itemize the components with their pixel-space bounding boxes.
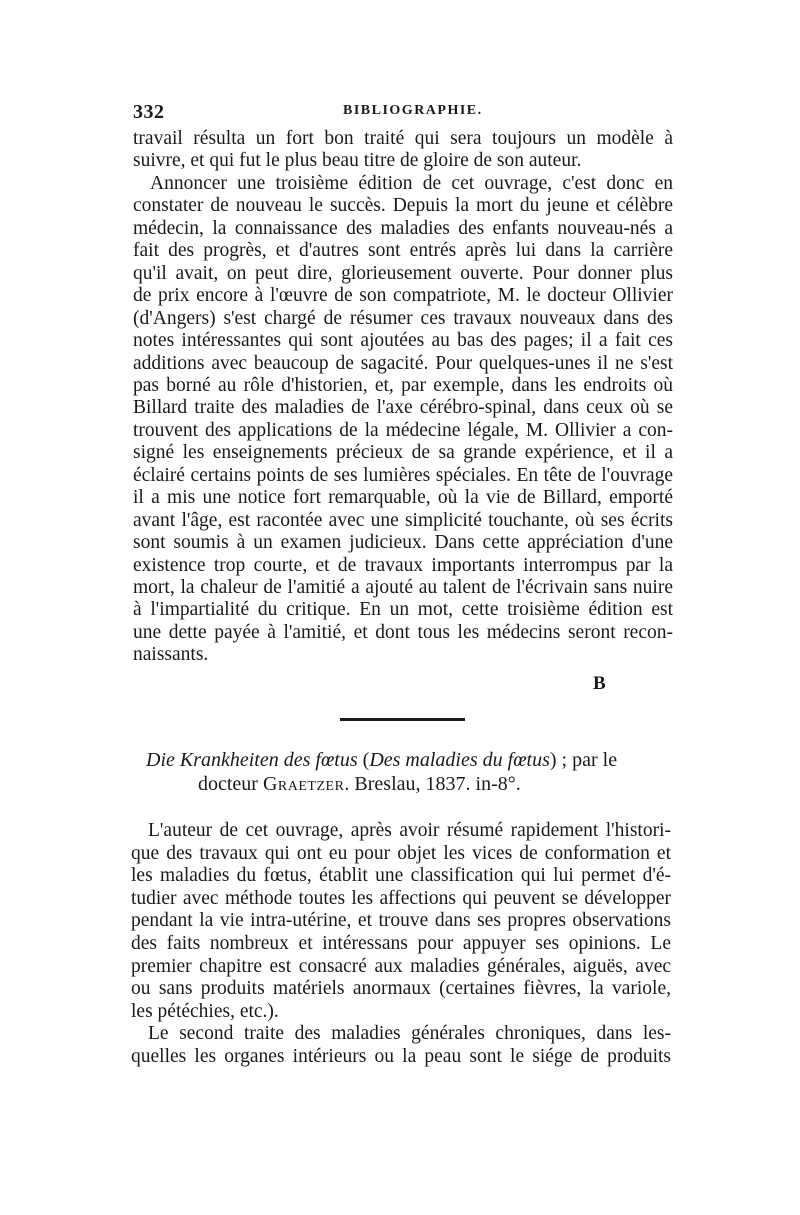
text-line: quelles les organes intérieurs ou la peau sont le siége de produits [131, 1046, 671, 1067]
text-line: travail résulta un fort bon traité qui sera toujours un modèle à [133, 128, 673, 149]
text-line: les pétéchies, etc.). [131, 1000, 279, 1022]
book-title-german: Die Krankheiten des fœtus [146, 749, 358, 771]
page-number: 332 [133, 101, 165, 123]
text-line: signé les enseignements précieux de sa grande expérience, et il a [133, 442, 673, 464]
text-line: L'auteur de cet ouvrage, après avoir résumé rapidement l'histori- [148, 820, 671, 841]
text-line: sont soumis à un examen judicieux. Dans cette appréciation d'une [133, 532, 673, 554]
text-line: (d'Angers) s'est chargé de résumer ces travaux nouveaux dans des [133, 307, 673, 329]
text-line: de prix encore à l'œuvre de son compatriote, M. le docteur Ollivier [133, 285, 673, 307]
text-line: médecin, la connaissance des maladies des enfants nouveau-nés a [133, 217, 673, 239]
book-title-by: ; par le [561, 749, 618, 771]
text-line: ou sans produits matériels anormaux (certaines fièvres, la variole, [131, 978, 671, 1000]
book-imprint: . Breslau, 1837. in-8°. [344, 773, 521, 795]
text-line: suivre, et qui fut le plus beau titre de gloire de son auteur. [133, 150, 582, 172]
text-line: additions avec beaucoup de sagacité. Pour quelques-unes il ne s'est [133, 352, 673, 374]
text-line: à l'impartialité du critique. En un mot, cette troisième édition est [133, 599, 673, 621]
text-line: Billard traite des maladies de l'axe cérébro-spinal, dans ceux où se [133, 397, 673, 419]
text-line: fait des progrès, et d'autres sont entrés après lui dans la carrière [133, 240, 673, 262]
book-author: Graetzer [262, 773, 345, 795]
review-signature: B [593, 673, 606, 694]
text-line: trouvent des applications de la médecine légale, M. Ollivier a con- [133, 419, 673, 441]
text-line: existence trop courte, et de travaux importants interrompus par la [133, 554, 673, 576]
book-title-french: Des maladies du fœtus [369, 749, 550, 771]
text-line: qu'il avait, on peut dire, glorieusement ouverte. Pour donner plus [133, 262, 673, 284]
running-title: BIBLIOGRAPHIE. [343, 103, 483, 118]
text-line: que des travaux qui ont eu pour objet les vices de conformation et [131, 842, 671, 864]
text-line: pas borné au rôle d'historien, et, par exemple, dans les endroits où [133, 374, 673, 396]
text-line: notes intéressantes qui sont ajoutées au bas des pages; il a fait ces [133, 330, 673, 352]
text-line: une dette payée à l'amitié, et dont tous les médecins seront recon- [133, 621, 673, 643]
text-line: premier chapitre est consacré aux maladies générales, aiguës, avec [131, 955, 671, 977]
section-rule [340, 718, 465, 721]
text-line: tudier avec méthode toutes les affections qui peuvent se développer [131, 887, 671, 909]
text-line: naissants. [133, 644, 209, 666]
text-line: mort, la chaleur de l'amitié a ajouté au talent de l'écrivain sans nuire [133, 577, 673, 598]
text-line: avant l'âge, est racontée avec une simplicité touchante, où ses écrits [133, 509, 673, 531]
text-line: éclairé certains points de ses lumières spéciales. En tête de l'ouvrage [133, 464, 673, 486]
book-title-docteur: docteur [198, 773, 258, 795]
text-line: constater de nouveau le succès. Depuis la mort du jeune et célèbre [133, 195, 673, 217]
book-title-line-1: Die Krankheiten des fœtus (Des maladies du fœtus) ; par le [146, 749, 618, 771]
text-line: Annoncer une troisième édition de cet ouvrage, c'est donc en [150, 172, 673, 194]
text-line: il a mis une notice fort remarquable, où la vie de Billard, emporté [133, 487, 673, 509]
book-title-line-2 [198, 772, 521, 796]
text-line: Le second traite des maladies générales chroniques, dans les- [148, 1023, 671, 1045]
text-line: des faits nombreux et intéressans pour appuyer ses opinions. Le [131, 933, 671, 954]
text-line: pendant la vie intra-utérine, et trouve dans ses propres observations [131, 910, 671, 932]
text-line: les maladies du fœtus, établit une classification qui lui permet d'é- [131, 865, 671, 887]
page-header [133, 101, 673, 125]
